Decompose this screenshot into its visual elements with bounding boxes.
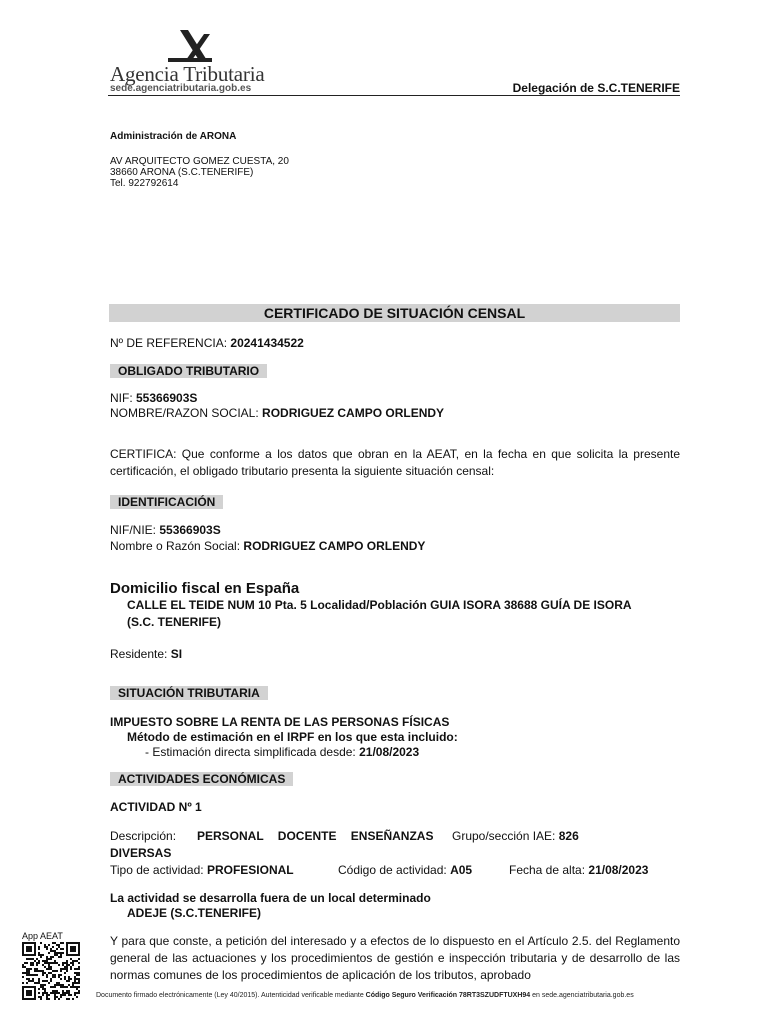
identificacion-nif-value: 55366903S bbox=[159, 523, 221, 537]
section-actividades-heading: ACTIVIDADES ECONÓMICAS bbox=[110, 772, 293, 786]
estimation-date: 21/08/2023 bbox=[359, 745, 420, 759]
activity-location-1: La actividad se desarrolla fuera de un local determinado bbox=[110, 891, 431, 905]
domicilio-address-line-2: (S.C. TENERIFE) bbox=[127, 615, 222, 629]
activity-date-line bbox=[509, 863, 648, 877]
section-situacion-heading: SITUACIÓN TRIBUTARIA bbox=[110, 686, 268, 700]
office-phone: Tel. 922792614 bbox=[110, 178, 179, 189]
header-divider bbox=[108, 95, 680, 96]
obligado-name-line bbox=[110, 406, 444, 420]
activity-group-line bbox=[452, 829, 579, 843]
activity-date-label: Fecha de alta: bbox=[509, 863, 589, 877]
estimation-label: - Estimación directa simplificada desde: bbox=[145, 745, 360, 759]
activity-group-label: Grupo/sección IAE: bbox=[452, 829, 559, 843]
agency-name: Agencia Tributaria bbox=[110, 62, 265, 86]
office-address-1: AV ARQUITECTO GOMEZ CUESTA, 20 bbox=[110, 156, 289, 167]
tax-name: IMPUESTO SOBRE LA RENTA DE LAS PERSONAS FÍSICAS bbox=[110, 715, 450, 729]
obligado-name-label: NOMBRE/RAZON SOCIAL: bbox=[110, 406, 263, 420]
office-admin: Administración de ARONA bbox=[110, 131, 237, 142]
domicilio-address-line-1: CALLE EL TEIDE NUM 10 Pta. 5 Localidad/Población GUIA ISORA 38688 GUÍA DE ISORA bbox=[127, 598, 632, 612]
qr-code-icon[interactable] bbox=[22, 942, 80, 1000]
identificacion-name-line bbox=[110, 539, 425, 553]
estimation-line bbox=[145, 745, 419, 759]
identificacion-name-value: RODRIGUEZ CAMPO ORLENDY bbox=[243, 539, 426, 553]
reference-value: 20241434522 bbox=[230, 336, 304, 350]
activity-code-label: Código de actividad: bbox=[338, 863, 451, 877]
irpf-method: Método de estimación en el IRPF en los que esta incluido: bbox=[127, 730, 458, 744]
activity-desc-label: Descripción: bbox=[110, 829, 177, 843]
activity-number: ACTIVIDAD Nº 1 bbox=[110, 800, 202, 814]
domicilio-title: Domicilio fiscal en España bbox=[110, 580, 300, 597]
activity-desc-value-1: PERSONAL DOCENTE ENSEÑANZAS bbox=[197, 829, 434, 843]
activity-code-line bbox=[338, 863, 472, 877]
footer-code: Código Seguro Verificación 78RT3SZUDFTUXH94 bbox=[365, 992, 531, 999]
closing-paragraph: Y para que conste, a petición del interesado y a efectos de lo dispuesto en el Artículo 2.5. del Reglamento general de las actuaciones y los procedimientos de gestión e inspección tributaria y de desarrollo de las normas comunes de los procedimientos de aplicación de los tributos, aprobado bbox=[110, 934, 680, 982]
activity-type-label: Tipo de actividad: bbox=[110, 863, 207, 877]
footer-verification bbox=[96, 992, 634, 999]
certificate-title: CERTIFICADO DE SITUACIÓN CENSAL bbox=[109, 304, 680, 322]
resident-value: SI bbox=[170, 647, 183, 661]
activity-group-value: 826 bbox=[558, 829, 579, 843]
office-address-2: 38660 ARONA (S.C.TENERIFE) bbox=[110, 167, 254, 178]
activity-code-value: A05 bbox=[450, 863, 473, 877]
qr-label: App AEAT bbox=[22, 931, 63, 941]
identificacion-name-label: Nombre o Razón Social: bbox=[110, 539, 244, 553]
section-obligado-heading: OBLIGADO TRIBUTARIO bbox=[110, 364, 267, 378]
section-identificacion-heading: IDENTIFICACIÓN bbox=[110, 495, 223, 509]
footer-suffix: en sede.agenciatributaria.gob.es bbox=[530, 992, 634, 999]
activity-date-value: 21/08/2023 bbox=[588, 863, 649, 877]
reference-line bbox=[110, 336, 304, 350]
footer-prefix: Documento firmado electrónicamente (Ley 40/2015). Autenticidad verificable mediante bbox=[96, 992, 366, 999]
activity-location-2: ADEJE (S.C.TENERIFE) bbox=[127, 906, 262, 920]
identificacion-nif-line bbox=[110, 523, 221, 537]
activity-desc-value-2: DIVERSAS bbox=[110, 846, 172, 860]
obligado-name-value: RODRIGUEZ CAMPO ORLENDY bbox=[262, 406, 445, 420]
identificacion-nif-label: NIF/NIE: bbox=[110, 523, 160, 537]
resident-line bbox=[110, 647, 182, 661]
reference-label: Nº DE REFERENCIA: bbox=[110, 336, 231, 350]
obligado-nif-value: 55366903S bbox=[136, 391, 198, 405]
resident-label: Residente: bbox=[110, 647, 171, 661]
obligado-nif-line bbox=[110, 391, 197, 405]
qr-code-graphic bbox=[22, 942, 80, 1000]
delegation-label: Delegación de S.C.TENERIFE bbox=[512, 81, 680, 95]
obligado-nif-label: NIF: bbox=[110, 391, 136, 405]
activity-type-line bbox=[110, 863, 294, 877]
certifica-paragraph: CERTIFICA: Que conforme a los datos que obran en la AEAT, en la fecha en que solicita la presente certificación, el obligado tributario presenta la siguiente situación censal: bbox=[110, 447, 680, 478]
activity-type-value: PROFESIONAL bbox=[206, 863, 294, 877]
agency-url[interactable]: sede.agenciatributaria.gob.es bbox=[110, 83, 252, 94]
